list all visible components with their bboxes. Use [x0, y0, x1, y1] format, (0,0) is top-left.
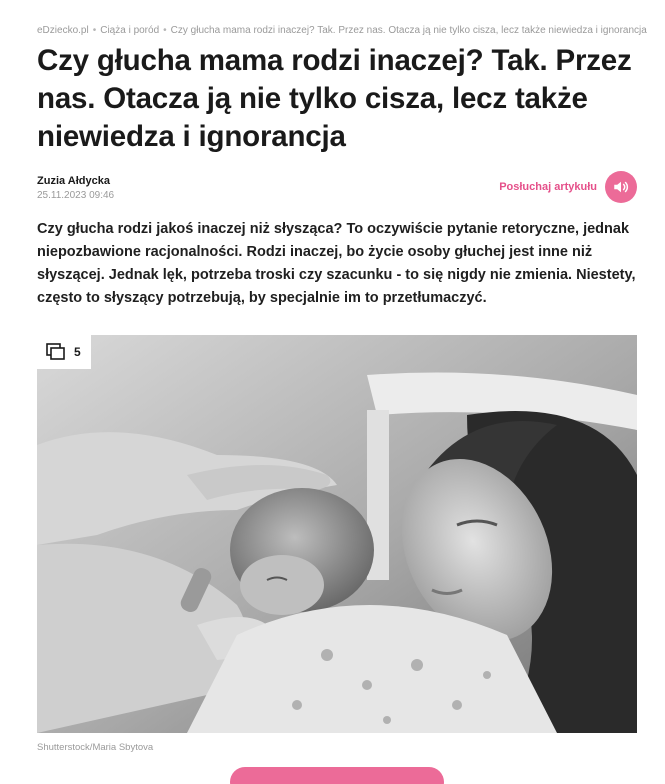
- mother-newborn-photo: [37, 335, 637, 733]
- article-lead: Czy głucha rodzi jakoś inaczej niż słysząca? To oczywiście pytanie retoryczne, jednak niepozbawione racjonalności. Rodzi inaczej, bo życie osoby głuchej jest inne niż słyszącej. Jednak lęk, potrzeba troski czy szacunku - to się nigdy nie zmienia. Niestety, często to słyszący potrzebują, by specjalnie im to przetłumaczyć.: [37, 221, 636, 306]
- breadcrumb-home[interactable]: eDziecko.pl: [37, 25, 89, 36]
- breadcrumb-current: Czy głucha mama rodzi inaczej? Tak. Przez nas. Otacza ją nie tylko cisza, lecz także niewiedza i ignorancja: [170, 25, 647, 36]
- breadcrumb-separator: •: [92, 25, 97, 36]
- gallery-button[interactable]: [37, 335, 91, 369]
- gallery-count: 5: [74, 345, 81, 359]
- author-name[interactable]: Zuzia Ałdycka: [37, 175, 110, 187]
- publish-date: 25.11.2023 09:46: [37, 190, 115, 201]
- page-title: Czy głucha mama rodzi inaczej? Tak. Przez nas. Otacza ją nie tylko cisza, lecz także niewiedza i ignorancja: [37, 44, 632, 153]
- breadcrumb: [37, 25, 647, 36]
- article-main-photo[interactable]: [37, 335, 637, 733]
- listen-article-button[interactable]: [499, 171, 637, 203]
- listen-article-label[interactable]: Posłuchaj artykułu: [499, 181, 597, 193]
- speaker-icon[interactable]: [605, 171, 637, 203]
- gallery-icon: [46, 343, 66, 361]
- bottom-action-button[interactable]: [230, 767, 444, 784]
- photo-caption: Shutterstock/Maria Sbytova: [37, 742, 154, 753]
- breadcrumb-separator: •: [163, 25, 167, 36]
- breadcrumb-category[interactable]: Ciąża i poród: [100, 25, 160, 36]
